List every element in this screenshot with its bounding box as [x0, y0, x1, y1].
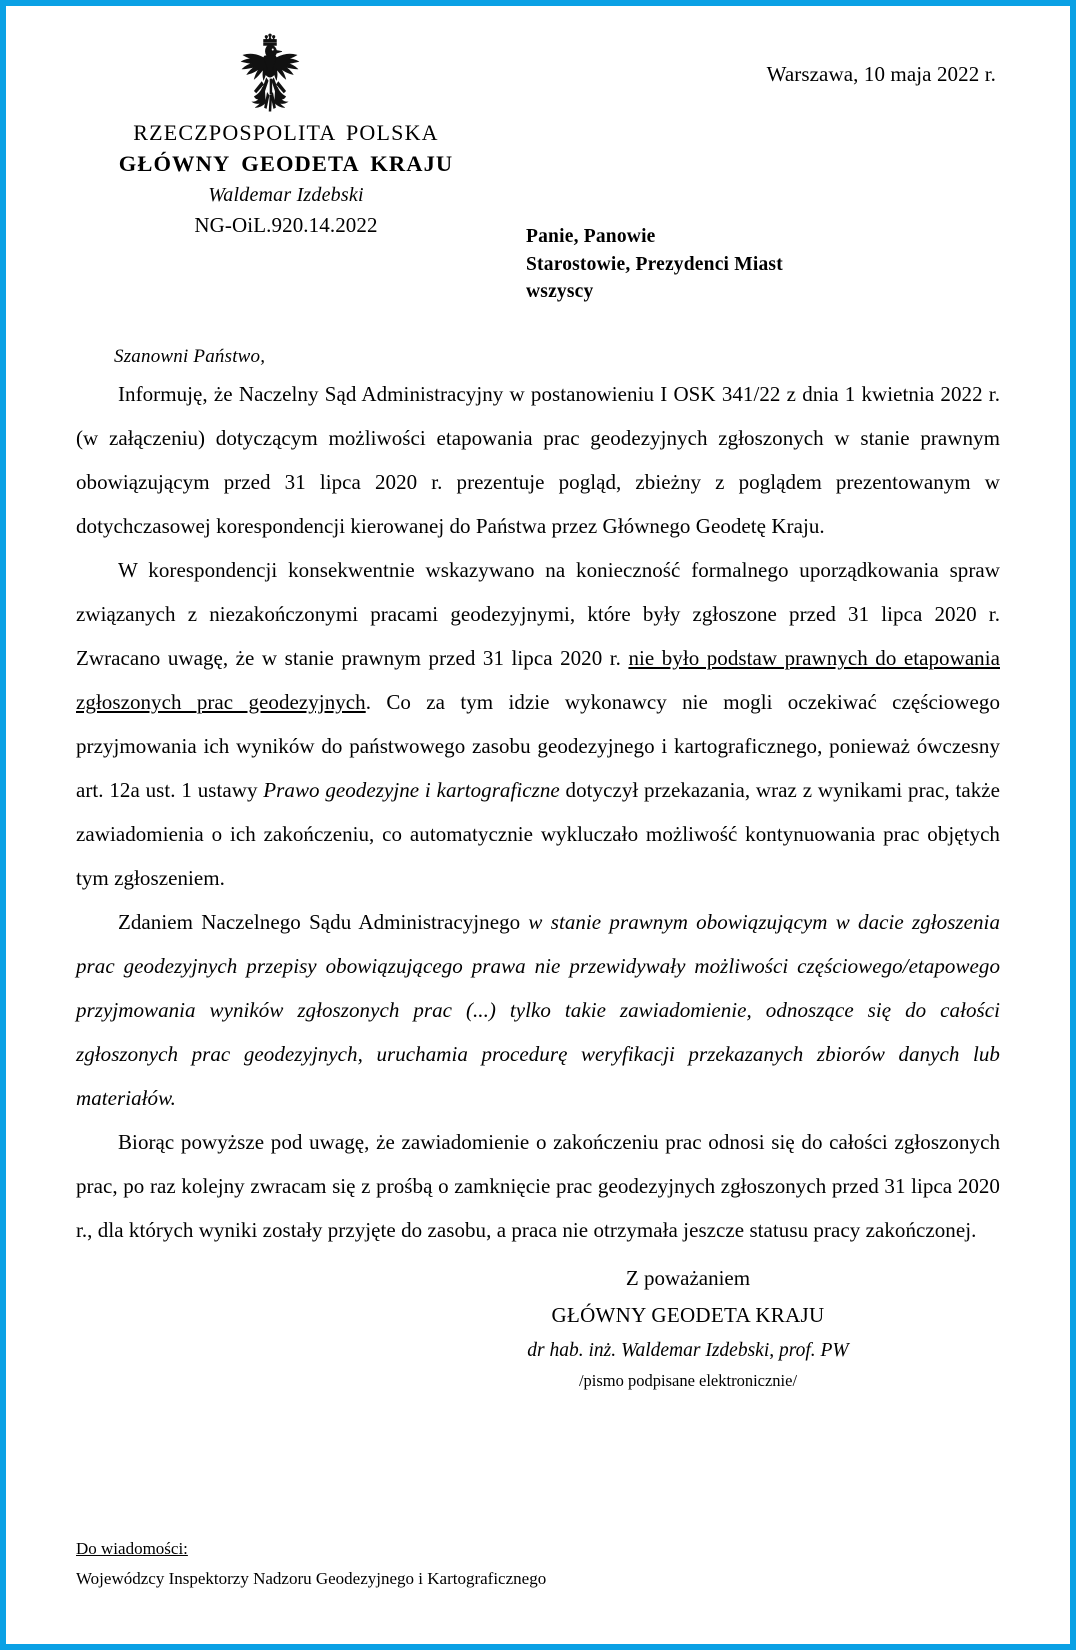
office-holder-name: Waldemar Izdebski [208, 184, 364, 207]
signature-regards: Z poważaniem [625, 1266, 751, 1290]
cc-item-1: Wojewódzcy Inspektorzy Nadzoru Geodezyjnego i Kartograficznego [76, 1569, 547, 1588]
cc-footer [76, 1534, 546, 1594]
paragraph-2-part-b: . Co za tym idzie wykonawcy nie mogli oczekiwać częściowego przyjmowania ich wyników do państwowego zasobu geodezyjnego i kartograficznego, ponieważ ówczesny art. 12a ust. 1 ustawy [76, 690, 1000, 802]
salutation: Szanowni Państwo, [114, 346, 266, 367]
date-line: Warszawa, 10 maja 2022 r. [766, 62, 996, 86]
polish-eagle-coat-of-arms-icon [224, 30, 316, 128]
letterhead [76, 18, 1000, 303]
paragraph-2 [76, 548, 1000, 900]
addressee-line-2: Starostowie, Prezydenci Miast [526, 253, 783, 275]
paragraph-3-court-quote: w stanie prawnym obowiązującym w dacie zgłoszenia prac geodezyjnych przepisy obowiązującego prawa nie przewidywały możliwości częściowego/etapowego przyjmowania wyników zgłoszonych prac (...) tylko takie zawiadomienie, odnoszące się do całości zgłoszonych prac geodezyjnych, uruchamia procedurę weryfikacji przekazanych zbiorów danych lub materiałów. [76, 910, 1000, 1110]
paragraph-1 [76, 372, 1000, 548]
signature-block [76, 1260, 1000, 1394]
cc-title: Do wiadomości: [76, 1539, 188, 1558]
paragraph-3-part-a: Zdaniem Naczelnego Sądu Administracyjnego [118, 910, 529, 934]
office-title: GŁÓWNY GEODETA KRAJU [118, 151, 454, 177]
paragraph-4 [76, 1120, 1000, 1252]
paragraph-2-part-a: W korespondencji konsekwentnie wskazywano na konieczność formalnego uporządkowania spraw związanych z niezakończonymi pracami geodezyjnymi, które były zgłoszone przed 31 lipca 2020 r. Zwracano uwagę, że w stanie prawnym przed 31 lipca 2020 r. [76, 558, 1000, 670]
addressee-block [526, 223, 783, 306]
paragraph-4-text: Biorąc powyższe pod uwagę, że zawiadomienie o zakończeniu prac odnosi się do całości zgłoszonych prac, po raz kolejny zwracam się z prośbą o zamknięcie prac geodezyjnych zgłoszonych przed 31 lipca 2020 r., dla których wyniki zostały przyjęte do zasobu, a praca nie otrzymała jeszcze statusu pracy zakończonej. [76, 1130, 1000, 1242]
paragraph-2-part-c: dotyczył przekazania, wraz z wynikami prac, także zawiadomienia o ich zakończeniu, co automatycznie wykluczało możliwość kontynuowania prac objętych tym zgłoszeniem. [76, 778, 1001, 890]
electronic-signature-note: /pismo podpisane elektronicznie/ [578, 1371, 798, 1390]
paragraph-1-text: Informuję, że Naczelny Sąd Administracyjny w postanowieniu I OSK 341/22 z dnia 1 kwietnia 2022 r. (w załączeniu) dotyczącym możliwości etapowania prac geodezyjnych zgłoszonych w stanie prawnym obowiązującym przed 31 lipca 2020 r. prezentuje pogląd, zbieżny z poglądem prezentowanym w dotychczasowej korespondencji kierowanej do Państwa przez Głównego Geodetę Kraju. [76, 382, 1000, 538]
signature-office: GŁÓWNY GEODETA KRAJU [551, 1303, 825, 1327]
paragraph-2-law-title: Prawo geodezyjne i kartograficzne [263, 778, 560, 802]
paragraph-3 [76, 900, 1000, 1120]
reference-number: NG-OiL.920.14.2022 [194, 213, 378, 238]
addressee-line-1: Panie, Panowie [526, 226, 656, 247]
letter-body [76, 346, 1000, 1394]
paragraph-2-underlined: nie było podstaw prawnych do etapowania zgłoszonych prac geodezyjnych [76, 646, 1000, 714]
country-name: RZECZPOSPOLITA POLSKA [133, 120, 439, 145]
organization-block [76, 118, 496, 242]
signature-name: dr hab. inż. Waldemar Izdebski, prof. PW [527, 1340, 849, 1361]
document-inner [6, 6, 1070, 1644]
addressee-line-3: wszyscy [526, 281, 594, 303]
